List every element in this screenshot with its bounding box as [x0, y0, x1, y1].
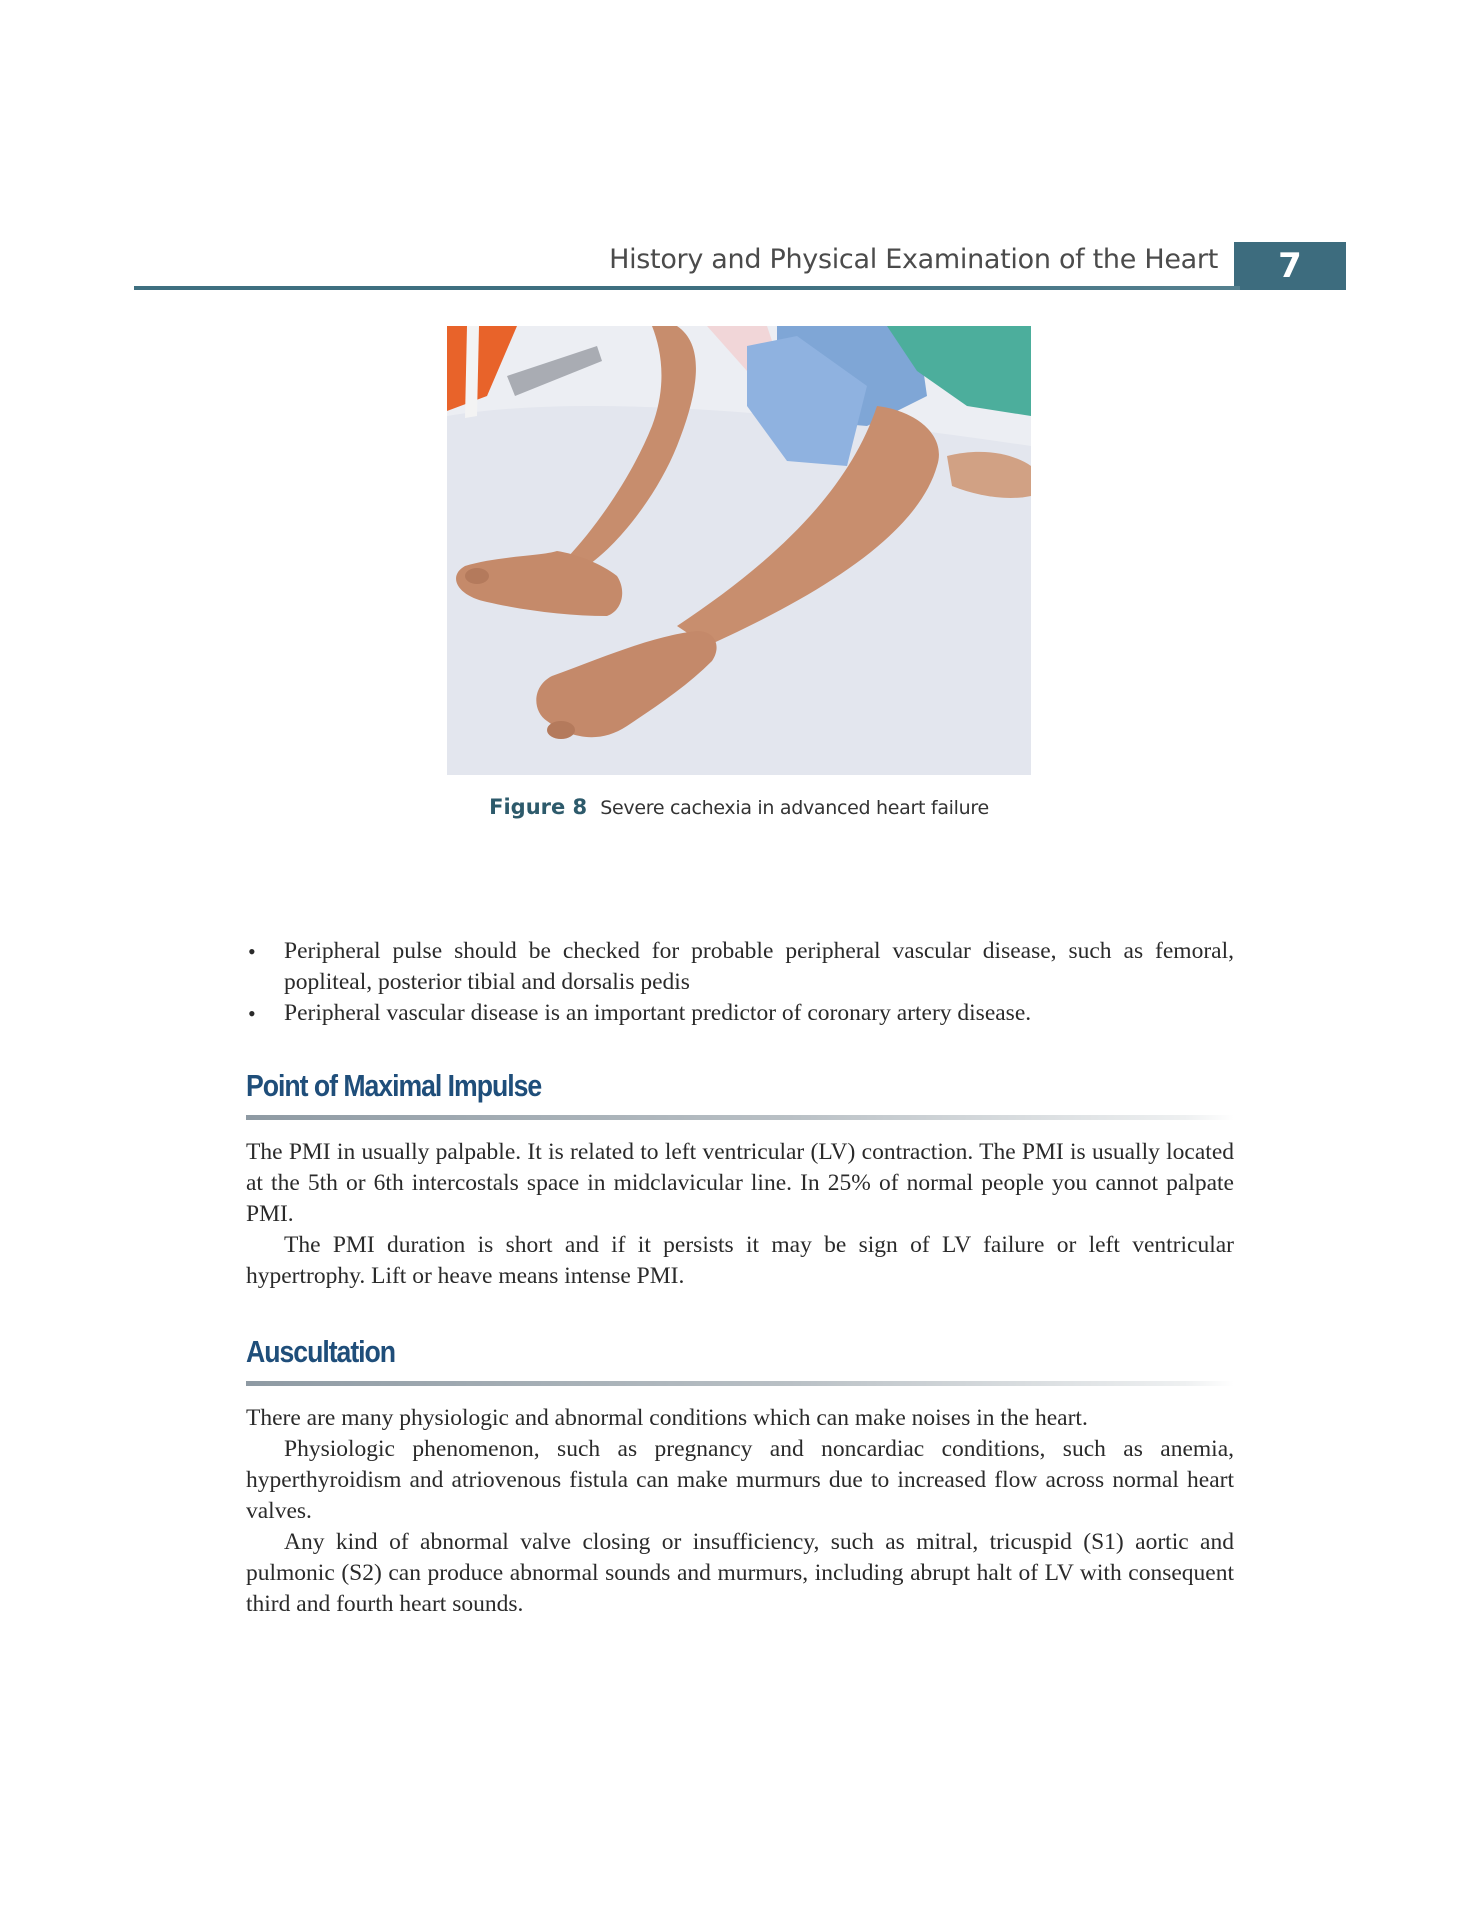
header-rule	[134, 286, 1240, 290]
running-header-title: History and Physical Examination of the Heart	[609, 244, 1218, 275]
list-item-text: Peripheral vascular disease is an important predictor of coronary artery disease.	[284, 1000, 1032, 1026]
figure-caption-text: Severe cachexia in advanced heart failure	[600, 797, 989, 819]
section-heading: Auscultation	[246, 1334, 396, 1369]
paragraph: The PMI in usually palpable. It is related to left ventricular (LV) contraction. The PMI is usually located at the 5th or 6th intercostals space in midclavicular line. In 25% of normal people you cannot palpate PMI.	[246, 1139, 1234, 1227]
bullet-list	[246, 936, 1234, 1029]
page-number: 7	[1234, 242, 1346, 290]
section-auscultation	[246, 1334, 1234, 1620]
paragraph: The PMI duration is short and if it persists it may be sign of LV failure or left ventricular hypertrophy. Lift or heave means intense PMI.	[246, 1232, 1234, 1289]
section-rule	[246, 1381, 1234, 1386]
bullet-icon: •	[248, 939, 256, 964]
list-item	[246, 936, 1234, 998]
paragraph: There are many physiologic and abnormal conditions which can make noises in the heart.	[246, 1405, 1088, 1431]
figure-label: Figure 8	[489, 795, 588, 819]
figure-caption	[447, 795, 1031, 819]
figure-photo	[447, 326, 1031, 775]
list-item	[246, 998, 1234, 1029]
list-item-text: Peripheral pulse should be checked for probable peripheral vascular disease, such as femoral, popliteal, posterior tibial and dorsalis pedis	[284, 938, 1234, 995]
section-rule	[246, 1115, 1234, 1120]
cachexia-photo	[447, 326, 1031, 775]
bullet-icon: •	[248, 1001, 256, 1026]
running-header	[134, 242, 1346, 290]
section-point-of-maximal-impulse	[246, 1068, 1234, 1292]
paragraph: Any kind of abnormal valve closing or insufficiency, such as mitral, tricuspid (S1) aortic and pulmonic (S2) can produce abnormal sounds and murmurs, including abrupt halt of LV with consequent third and fourth heart sounds.	[246, 1529, 1234, 1617]
section-heading: Point of Maximal Impulse	[246, 1068, 542, 1103]
paragraph: Physiologic phenomenon, such as pregnancy and noncardiac conditions, such as anemia, hyperthyroidism and atriovenous fistula can make murmurs due to increased flow across normal heart valves.	[246, 1436, 1234, 1524]
